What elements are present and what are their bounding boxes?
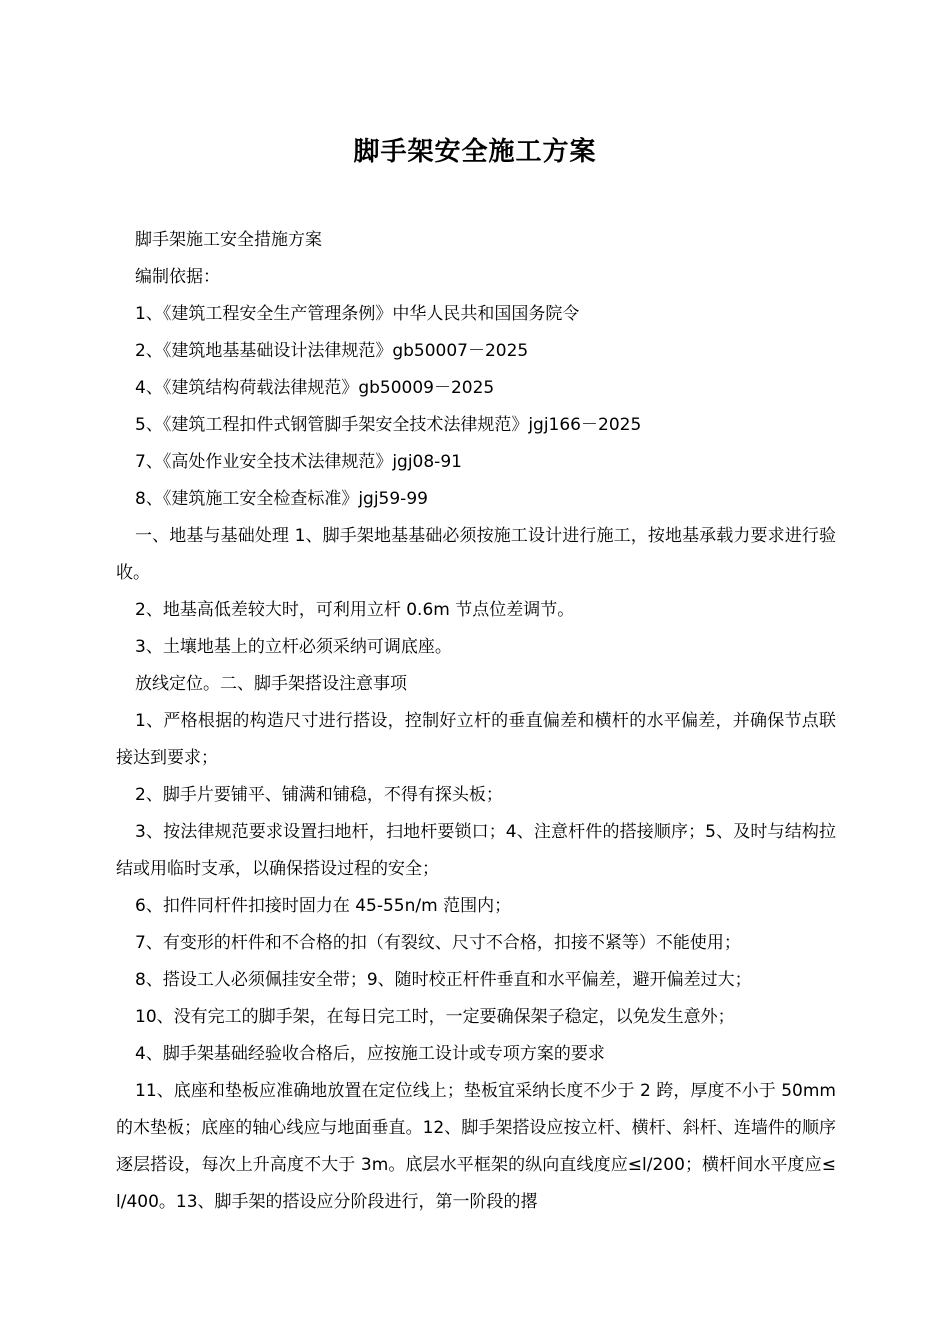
paragraph: 4、脚手架基础经验收合格后，应按施工设计或专项方案的要求 (135, 1044, 605, 1064)
paragraph: 11、底座和垫板应准确地放置在定位线上；垫板宜采纳长度不少于 2 跨，厚度不小于 50mm 的木垫板；底座的轴心线应与地面垂直。12、脚手架搭设应按立杆、横杆、斜杆、连墙件的顺序逐层搭设，每次上升高度不大于 3m。底层水平框架的纵向直线度应≤l/200；横杆间水平度应≤l/400。13、脚手架的搭设应分阶段进行，第一阶段的撂 (116, 1081, 836, 1212)
document-title: 脚手架安全施工方案 (353, 137, 597, 167)
paragraph: 脚手架施工安全措施方案 (135, 230, 322, 250)
paragraph: 2、地基高低差较大时，可利用立杆 0.6m 节点位差调节。 (135, 600, 575, 620)
paragraph: 8、《建筑施工安全检查标准》jgj59-99 (135, 489, 428, 509)
paragraph: 1、《建筑工程安全生产管理条例》中华人民共和国国务院令 (135, 304, 580, 324)
paragraph: 编制依据： (135, 267, 220, 287)
paragraph: 3、土壤地基上的立杆必须采纳可调底座。 (135, 637, 452, 657)
paragraph: 10、没有完工的脚手架，在每日完工时，一定要确保架子稳定，以免发生意外； (135, 1007, 735, 1027)
paragraph: 2、脚手片要铺平、铺满和铺稳，不得有探头板； (135, 785, 503, 805)
paragraph: 7、有变形的杆件和不合格的扣（有裂纹、尺寸不合格，扣接不紧等）不能使用； (135, 933, 741, 953)
paragraph: 1、严格根据的构造尺寸进行搭设，控制好立杆的垂直偏差和横杆的水平偏差，并确保节点联接达到要求； (116, 711, 836, 768)
paragraph: 2、《建筑地基基础设计法律规范》gb50007－2025 (135, 341, 529, 361)
document-body (116, 222, 836, 1221)
paragraph: 6、扣件同杆件扣接时固力在 45-55n/m 范围内； (135, 896, 512, 916)
paragraph: 5、《建筑工程扣件式钢管脚手架安全技术法律规范》jgj166－2025 (135, 415, 642, 435)
paragraph: 一、地基与基础处理 1、脚手架地基基础必须按施工设计进行施工，按地基承载力要求进行验收。 (116, 526, 836, 583)
paragraph: 放线定位。二、脚手架搭设注意事项 (135, 674, 407, 694)
paragraph: 4、《建筑结构荷载法律规范》gb50009－2025 (135, 378, 495, 398)
paragraph: 3、按法律规范要求设置扫地杆，扫地杆要锁口；4、注意杆件的搭接顺序；5、及时与结构拉结或用临时支承，以确保搭设过程的安全； (116, 822, 836, 879)
paragraph: 8、搭设工人必须佩挂安全带；9、随时校正杆件垂直和水平偏差，避开偏差过大； (135, 970, 752, 990)
paragraph: 7、《高处作业安全技术法律规范》jgj08-91 (135, 452, 462, 472)
